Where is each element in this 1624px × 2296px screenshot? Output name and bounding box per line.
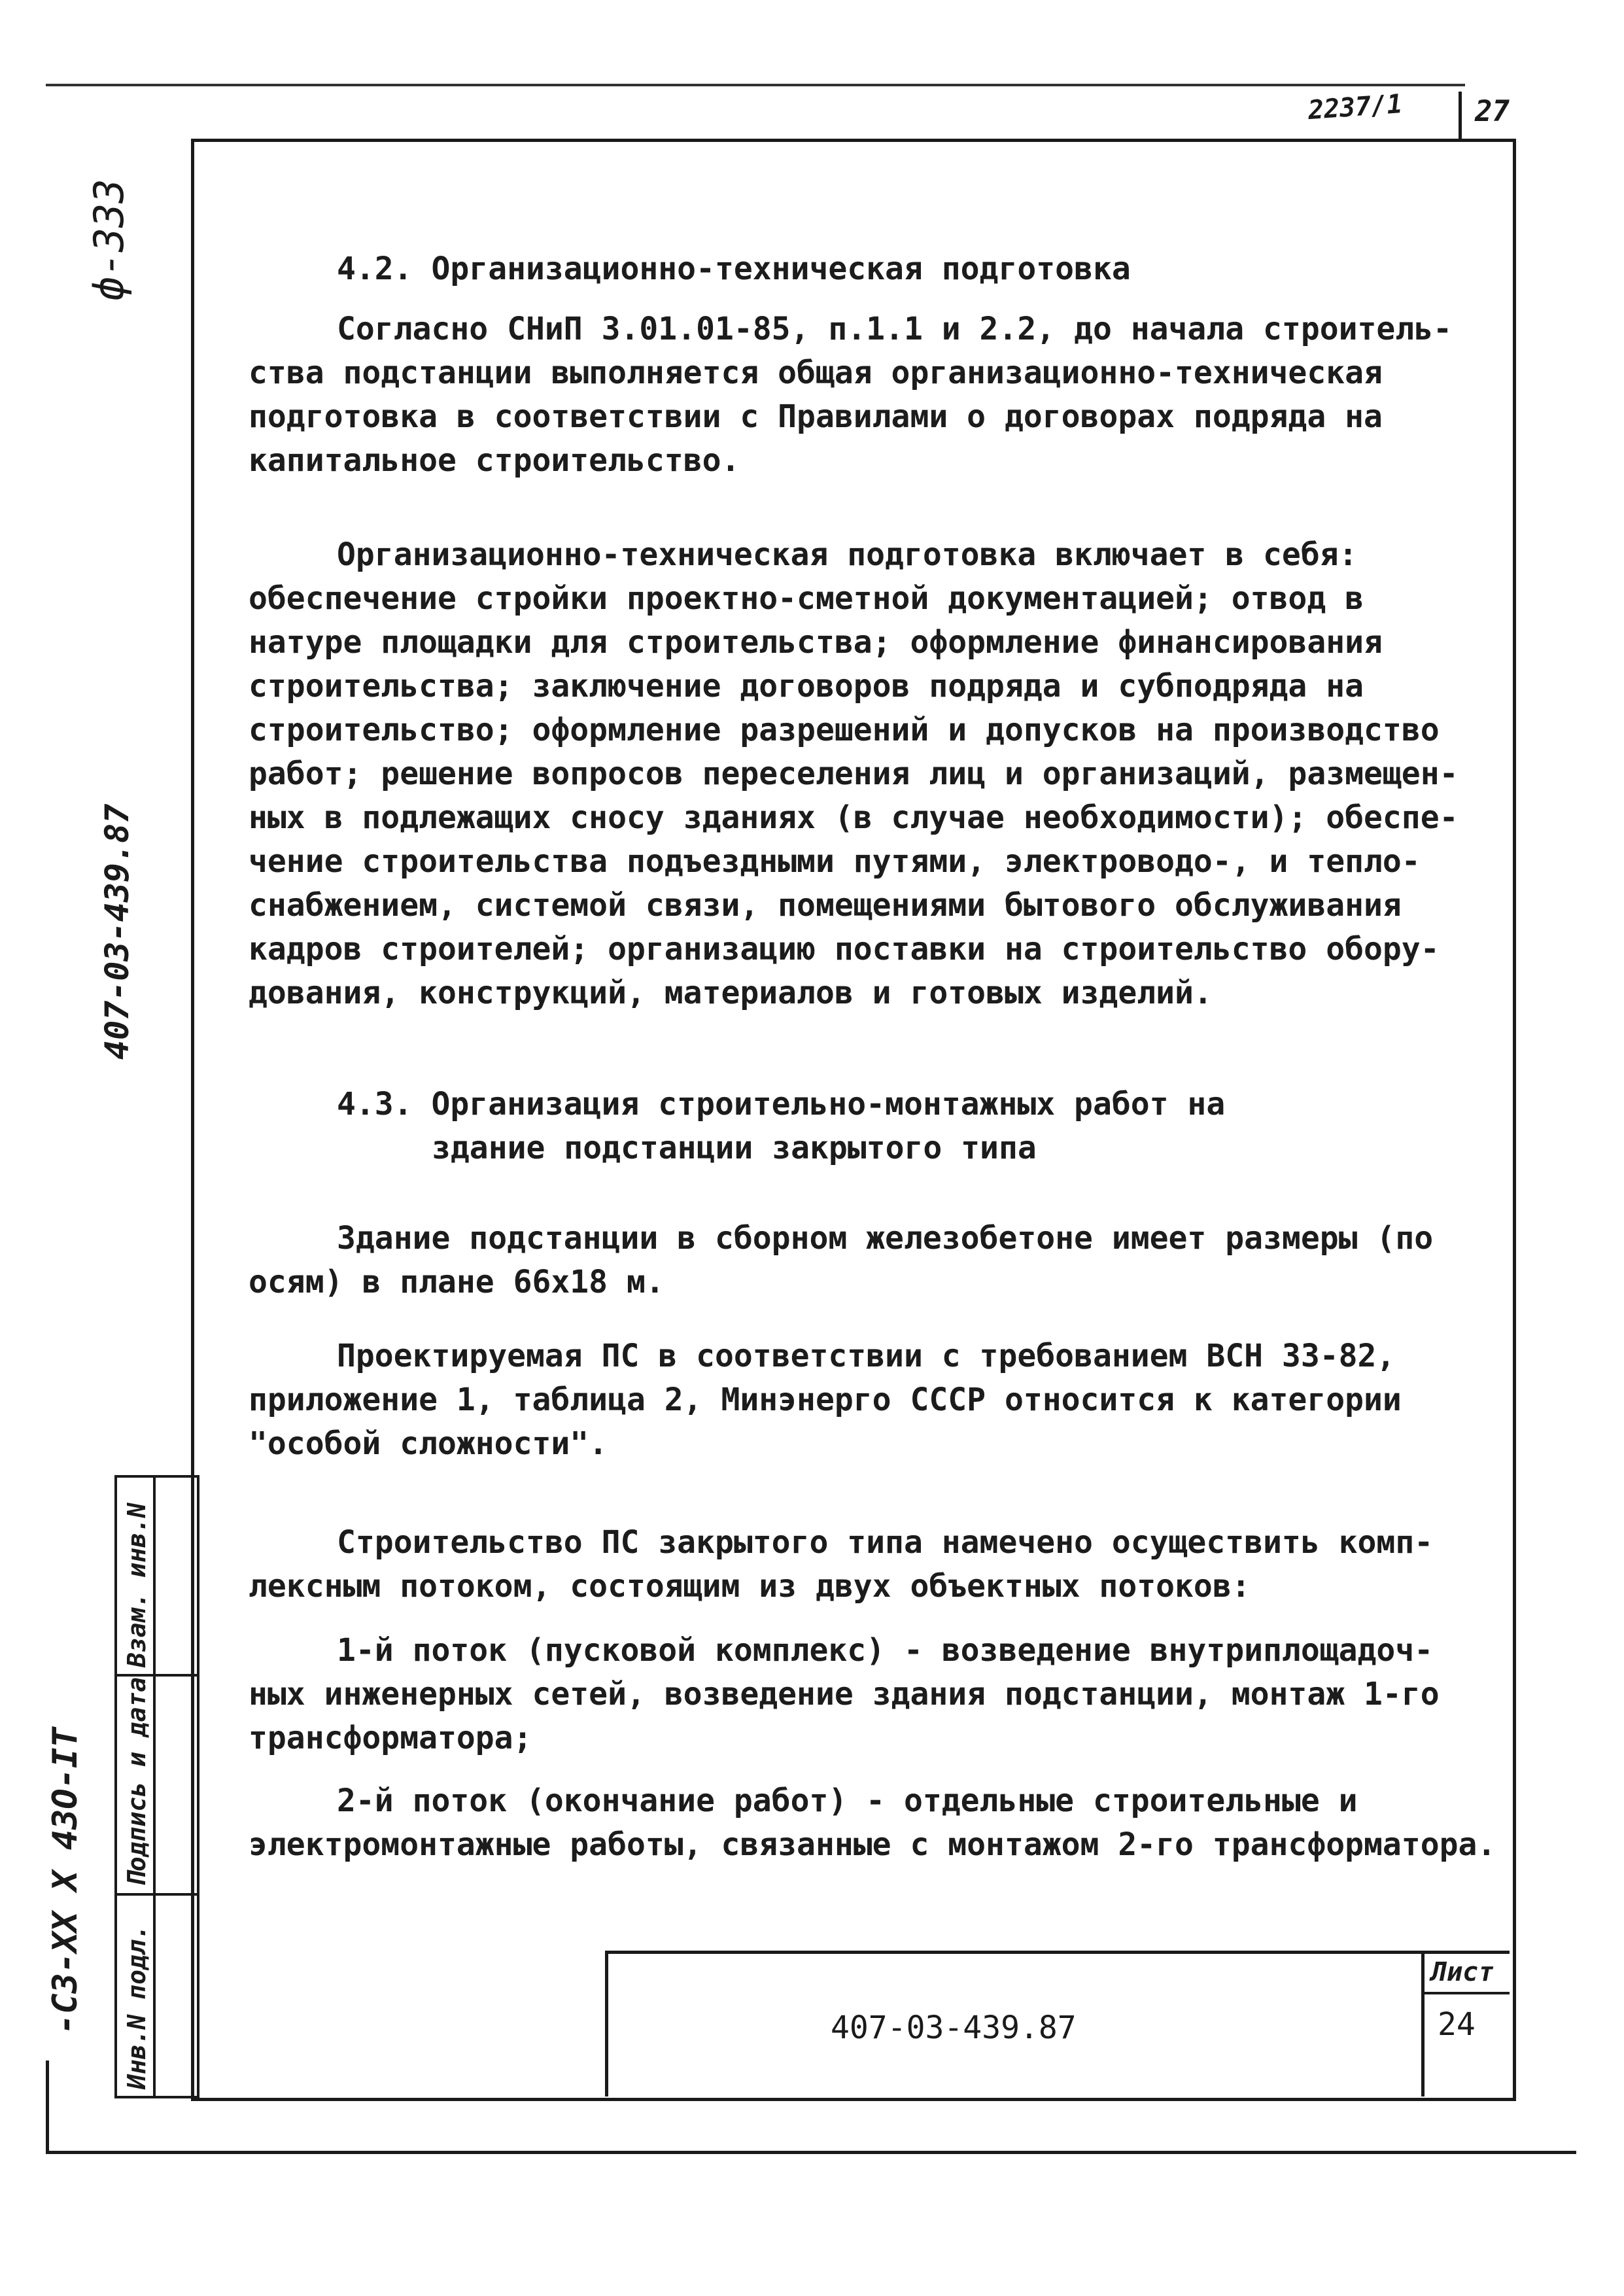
text-line: Здание подстанции в сборном железобетоне имеет размеры (по	[337, 1220, 1434, 1257]
top-rule	[46, 84, 1465, 86]
text-line: строительства; заключение договоров подряда и субподряда на	[249, 668, 1364, 704]
text-line: натуре площадки для строительства; оформление финансирования	[249, 624, 1383, 661]
stamp-column-divider	[153, 1478, 156, 2096]
text-line: дования, конструкций, материалов и готовых изделий.	[249, 975, 1213, 1011]
form-code: ф-333	[85, 179, 133, 301]
sheet-divider	[1425, 1992, 1510, 1994]
text-line: лексным потоком, состоящим из двух объектных потоков:	[249, 1568, 1251, 1605]
text-line: работ; решение вопросов переселения лиц и организаций, размещен-	[249, 756, 1459, 792]
text-line: подготовка в соответствии с Правилами о договорах подряда на	[249, 398, 1383, 435]
corner-number: 2237/1	[1307, 89, 1404, 126]
left-rule	[46, 2061, 49, 2152]
text-line: "особой сложности".	[249, 1425, 608, 1462]
text-line: кадров строителей; организацию поставки на строительство обору-	[249, 931, 1440, 967]
stamp-label-signature-date: Подпись и дата	[122, 1677, 151, 1887]
top-page-number: 27	[1475, 95, 1510, 128]
approval-stamp	[114, 1475, 199, 2098]
text-line: 2-й поток (окончание работ) - отдельные строительные и	[337, 1783, 1358, 1819]
heading-line: 4.3. Организация строительно-монтажных работ на	[337, 1086, 1226, 1122]
text-line: снабжением, системой связи, помещениями бытового обслуживания	[249, 887, 1402, 924]
text-line: чение строительства подъездными путями, электроводо-, и тепло-	[249, 843, 1421, 880]
text-line: обеспечение стройки проектно-сметной документацией; отвод в	[249, 580, 1364, 617]
text-line: осям) в плане 66х18 м.	[249, 1264, 665, 1300]
side-doc-number: 407-03-439.87	[98, 803, 136, 1060]
text-line: ства подстанции выполняется общая организационно-техническая	[249, 355, 1383, 391]
section-4-2-paragraph-2	[249, 533, 1459, 1015]
section-4-3-paragraph-5	[249, 1779, 1496, 1867]
text-line: ных в подлежащих сносу зданиях (в случае необходимости); обеспе-	[249, 799, 1459, 836]
text-line: Согласно СНиП 3.01.01-85, п.1.1 и 2.2, до начала строитель-	[337, 311, 1453, 347]
text-line: 1-й поток (пусковой комплекс) - возведение внутриплощадоч-	[337, 1632, 1434, 1669]
stamp-label-replaced-inv: Взам. инв.N	[122, 1503, 151, 1667]
text-line: Проектируемая ПС в соответствии с требованием ВСН 33-82,	[337, 1338, 1396, 1374]
stamp-row-divider	[117, 1674, 197, 1677]
title-block-doc-number: 407-03-439.87	[831, 2009, 1077, 2046]
section-4-2-paragraph-1	[249, 307, 1452, 483]
section-4-3-paragraph-1	[249, 1217, 1433, 1304]
section-4-3-paragraph-4	[249, 1629, 1440, 1760]
bottom-rule	[46, 2151, 1576, 2154]
text-line: строительство; оформление разрешений и допусков на производство	[249, 712, 1440, 748]
text-line: ных инженерных сетей, возведение здания подстанции, монтаж 1-го	[249, 1676, 1440, 1713]
sheet-number: 24	[1438, 2006, 1476, 2043]
sheet-box	[1421, 1954, 1510, 2096]
heading-line: здание подстанции закрытого типа	[432, 1130, 1037, 1166]
text-line: приложение 1, таблица 2, Минэнерго СССР относится к категории	[249, 1382, 1402, 1418]
stamp-label-inv-no: Инв.N подл.	[122, 1924, 151, 2089]
stamp-row-divider	[117, 1893, 197, 1896]
section-4-3-paragraph-3	[249, 1521, 1433, 1609]
section-4-3-paragraph-2	[249, 1334, 1402, 1466]
side-bottom-mark: -CЗ-XX X 4ЗО-IT	[46, 1727, 85, 2034]
section-4-3-heading	[337, 1083, 1225, 1170]
text-line: электромонтажные работы, связанные с монтажом 2-го трансформатора.	[249, 1826, 1496, 1863]
text-line: трансформатора;	[249, 1720, 532, 1756]
sheet-label: Лист	[1431, 1957, 1494, 1987]
text-line: Строительство ПС закрытого типа намечено осуществить комп-	[337, 1524, 1434, 1561]
section-4-2-heading: 4.2. Организационно-техническая подготовка	[337, 251, 1131, 287]
text-line: капитальное строительство.	[249, 442, 740, 479]
text-line: Организационно-техническая подготовка включает в себя:	[337, 536, 1358, 573]
title-block	[605, 1951, 1510, 2096]
